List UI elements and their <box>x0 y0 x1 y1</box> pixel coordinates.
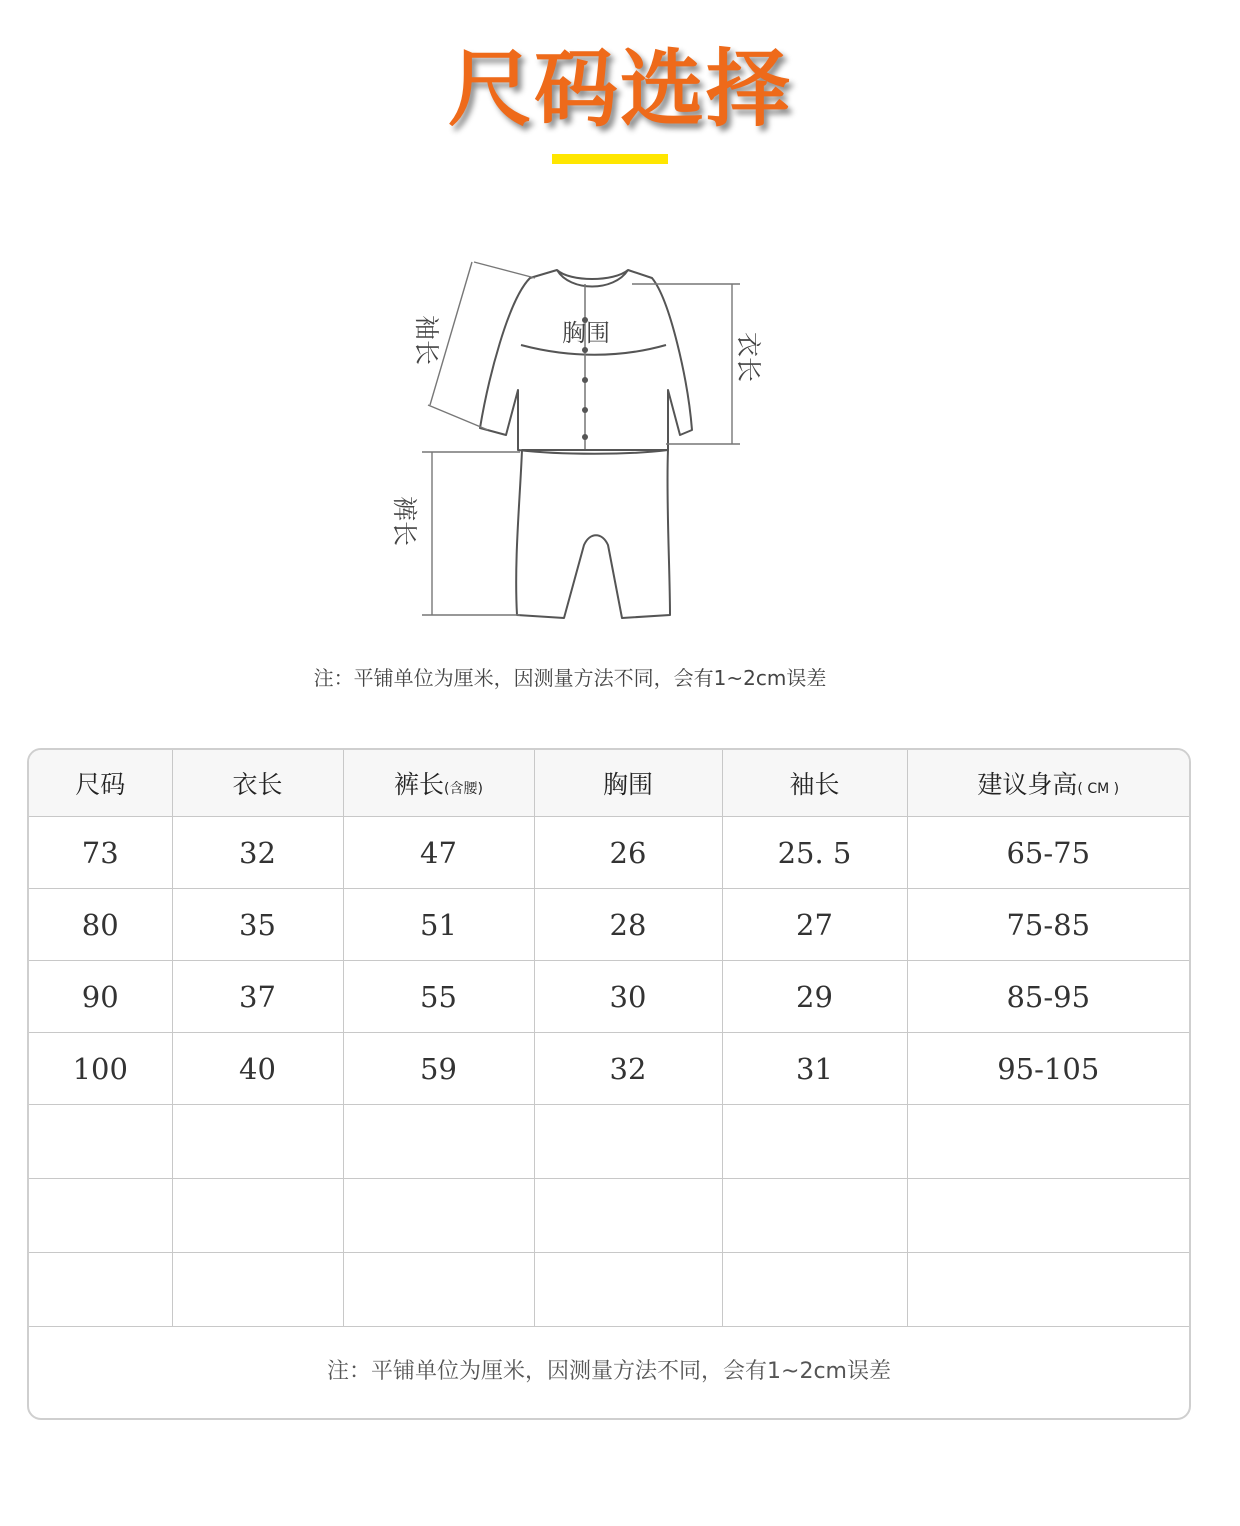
top-length-label: 衣长 <box>734 332 763 383</box>
empty-table-row <box>29 1179 1189 1253</box>
table-header-row <box>29 750 1189 817</box>
garment-size-diagram <box>370 240 790 640</box>
header-sleeve: 袖长 <box>722 750 907 817</box>
cell-chest: 26 <box>534 817 722 889</box>
cell-chest: 28 <box>534 889 722 961</box>
cell-height: 95-105 <box>907 1033 1189 1105</box>
cell-top-length: 37 <box>172 961 343 1033</box>
cell-chest: 30 <box>534 961 722 1033</box>
cell-pants-length: 47 <box>343 817 534 889</box>
cell-chest: 32 <box>534 1033 722 1105</box>
cell-height: 65-75 <box>907 817 1189 889</box>
cell-size: 90 <box>29 961 172 1033</box>
empty-table-row <box>29 1105 1189 1179</box>
cell-size: 100 <box>29 1033 172 1105</box>
table-row <box>29 1033 1189 1105</box>
pants-length-note: (含腰) <box>444 781 483 797</box>
cell-top-length: 40 <box>172 1033 343 1105</box>
cell-size: 80 <box>29 889 172 961</box>
empty-table-row <box>29 1253 1189 1327</box>
header-size: 尺码 <box>29 750 172 817</box>
sleeve-length-label: 袖长 <box>412 315 441 366</box>
measurement-note: 注：平铺单位为厘米，因测量方法不同，会有1~2cm误差 <box>313 666 827 690</box>
size-table <box>29 750 1189 1327</box>
table-footer-note: 注：平铺单位为厘米，因测量方法不同，会有1~2cm误差 <box>327 1359 891 1384</box>
cell-pants-length: 51 <box>343 889 534 961</box>
table-row <box>29 817 1189 889</box>
cell-size: 73 <box>29 817 172 889</box>
table-row <box>29 961 1189 1033</box>
cell-top-length: 32 <box>172 817 343 889</box>
header-height: 建议身高( CM ) <box>907 750 1189 817</box>
height-unit: ( CM ) <box>1077 781 1120 797</box>
cell-height: 75-85 <box>907 889 1189 961</box>
page-title: 尺码选择 <box>447 40 792 138</box>
table-row <box>29 889 1189 961</box>
cell-pants-length: 59 <box>343 1033 534 1105</box>
header-pants-length: 裤长(含腰) <box>343 750 534 817</box>
cell-sleeve: 31 <box>722 1033 907 1105</box>
cell-pants-length: 55 <box>343 961 534 1033</box>
cell-top-length: 35 <box>172 889 343 961</box>
pants-length-label: 裤长 <box>390 496 419 547</box>
cell-sleeve: 29 <box>722 961 907 1033</box>
cell-sleeve: 27 <box>722 889 907 961</box>
header-top-length: 衣长 <box>172 750 343 817</box>
size-chart <box>27 748 1191 1420</box>
title-accent-bar <box>552 154 668 164</box>
header-chest: 胸围 <box>534 750 722 817</box>
cell-sleeve: 25. 5 <box>722 817 907 889</box>
chest-label: 胸围 <box>562 319 610 347</box>
cell-height: 85-95 <box>907 961 1189 1033</box>
